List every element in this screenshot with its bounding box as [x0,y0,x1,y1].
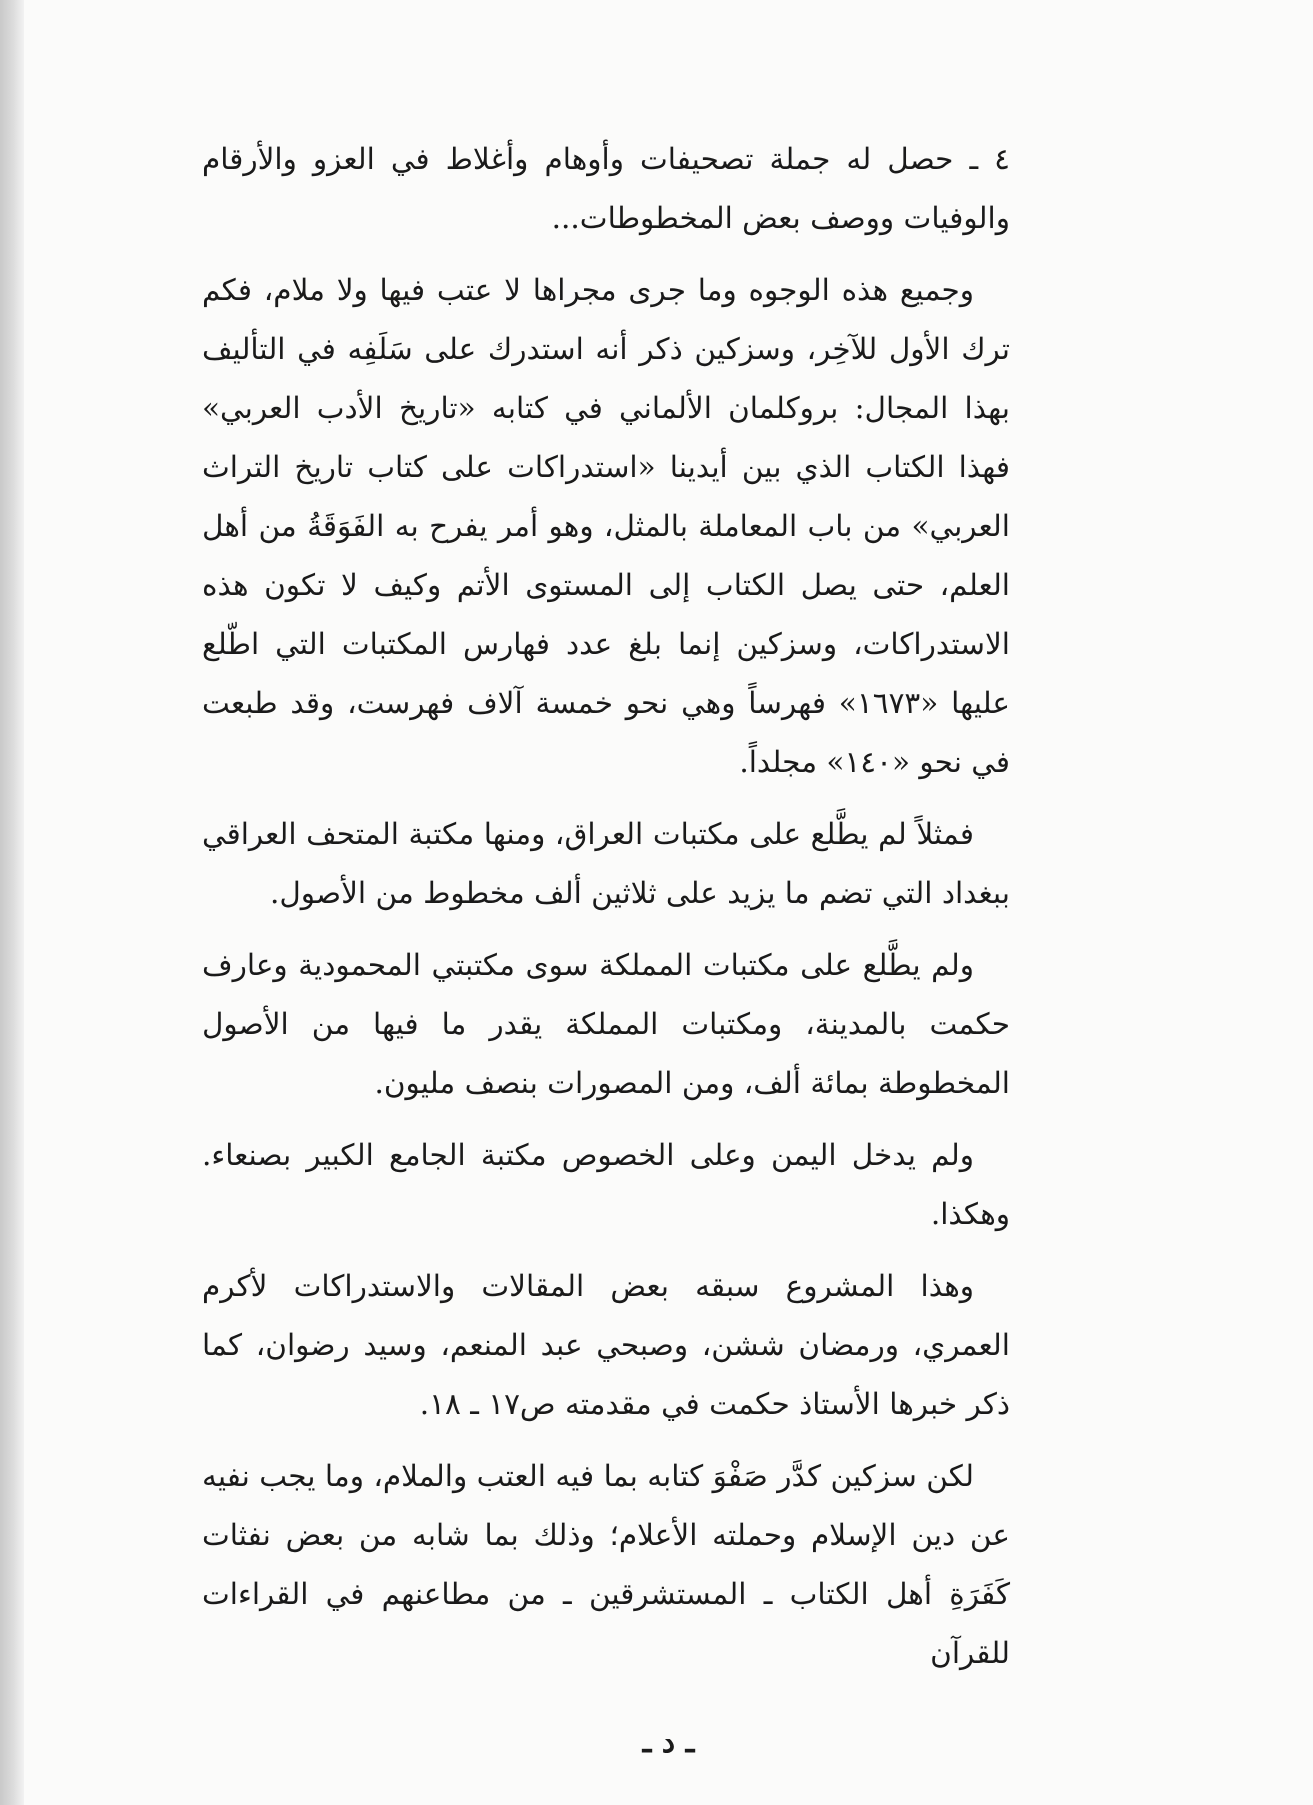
paragraph-prior-works: وهذا المشروع سبقه بعض المقالات والاستدراكات لأكرم العمري، ورمضان ششن، وصبحي عبد المنعم، وسيد رضوان، كما ذكر خبرها الأستاذ حكمت في مقدمته ص١٧ ـ ١٨. [202,1269,1010,1421]
scan-shadow-edge [0,0,24,1805]
body-text [202,130,1010,1696]
paragraph-kingdom-libraries: ولم يطَّلع على مكتبات المملكة سوى مكتبتي المحمودية وعارف حكمت بالمدينة، ومكتبات المملكة يقدر ما فيها من الأصول المخطوطة بمائة ألف، ومن المصورات بنصف مليون. [202,948,1010,1100]
page-number: ـ د ـ [642,1725,695,1760]
paragraph-criticism: لكن سزكين كدَّر صَفْوَ كتابه بما فيه العتب والملام، وما يجب نفيه عن دين الإسلام وحملته الأعلام؛ وذلك بما شابه من بعض نفثات كَفَرَةِ أهل الكتاب ـ المستشرقين ـ من مطاعنهم في القراءات للقرآن [202,1459,1010,1670]
paragraph-iraq-libraries: فمثلاً لم يطَّلع على مكتبات العراق، ومنها مكتبة المتحف العراقي ببغداد التي تضم ما يزيد على ثلاثين ألف مخطوط من الأصول. [202,817,1010,910]
paragraph-sezgin-addenda: وجميع هذه الوجوه وما جرى مجراها لا عتب فيها ولا ملام، فكم ترك الأول للآخِر، وسزكين ذكر أنه استدرك على سَلَفِه في التأليف بهذا المجال: بروكلمان الألماني في كتابه «تاريخ الأدب العربي» فهذا الكتاب الذي بين أيدينا «استدراكات على كتاب تاريخ التراث العربي» من باب المعاملة بالمثل، وهو أمر يفرح به الفَوَقَةُ من أهل العلم، حتى يصل الكتاب إلى المستوى الأتم وكيف لا تكون هذه الاستدراكات، وسزكين إنما بلغ عدد فهارس المكتبات التي اطّلع عليها «١٦٧٣» فهرساً وهي نحو خمسة آلاف فهرست، وقد طبعت في نحو «١٤٠» مجلداً. [202,273,1010,779]
paragraph-item-4: ٤ ـ حصل له جملة تصحيفات وأوهام وأغلاط في العزو والأرقام والوفيات ووصف بعض المخطوطات... [202,142,1010,235]
paragraph-yemen: ولم يدخل اليمن وعلى الخصوص مكتبة الجامع الكبير بصنعاء. وهكذا. [202,1138,1010,1231]
book-page [24,0,1313,1805]
